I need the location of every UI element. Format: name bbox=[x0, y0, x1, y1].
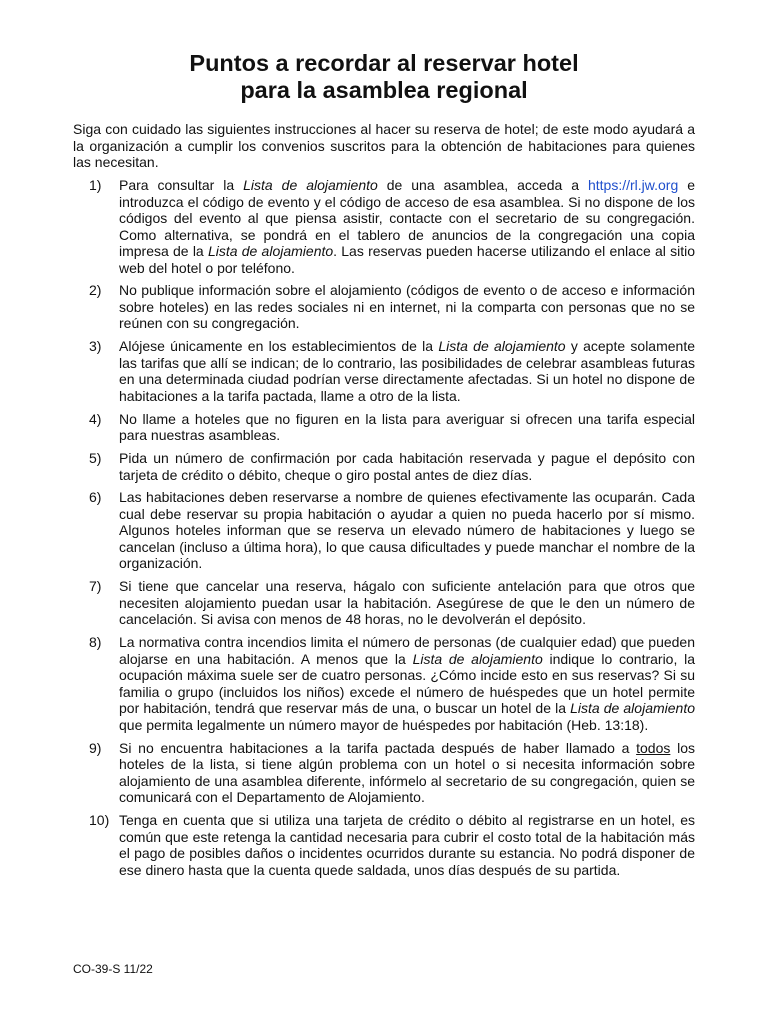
list-item-number: 10) bbox=[89, 812, 110, 829]
emphasis-text: Lista de alojamiento bbox=[412, 650, 543, 667]
list-item-text bbox=[119, 740, 695, 806]
list-item bbox=[73, 450, 695, 483]
list-item-text bbox=[119, 489, 695, 571]
list-item-number: 2) bbox=[89, 282, 102, 299]
text-segment: e introduzca el código de evento y el código de acceso de esa asamblea. Si no dispone de los códigos del evento al que piensa asistir, contacte con el secretario de su congregación. Como alternativa, se pondrá en el tablero de anuncios de la congregación una copia impresa de la bbox=[119, 177, 695, 259]
text-segment: Alójese únicamente en los establecimientos de la bbox=[119, 338, 439, 355]
intro-paragraph: Siga con cuidado las siguientes instrucciones al hacer su reserva de hotel; de este modo ayudará a la organización a cumplir los convenios suscritos para la obtención de habitaciones para quienes las necesitan. bbox=[73, 121, 695, 170]
title-line-1: Puntos a recordar al reservar hotel bbox=[189, 50, 579, 76]
text-segment: No llame a hoteles que no figuren en la lista para averiguar si ofrecen una tarifa especial para nuestras asambleas. bbox=[119, 410, 695, 444]
text-segment: Si tiene que cancelar una reserva, hágalo con suficiente antelación para que otros que necesiten alojamiento puedan usar la habitación. Asegúrese de que le den un número de cancelación. Si avisa con menos de 48 horas, no le devolverán el depósito. bbox=[119, 578, 695, 628]
list-item-number: 7) bbox=[89, 578, 102, 595]
text-segment: Las habitaciones deben reservarse a nombre de quienes efectivamente las ocuparán. Cada cual debe reservar su propia habitación o ayudar a quien no pueda hacerlo por sí mismo. Algunos hoteles informan que se reserva un elevado número de habitaciones y luego se cancelan (incluso a última hora), lo que causa dificultades y puede manchar el nombre de la organización. bbox=[119, 489, 695, 572]
title-line-2: para la asamblea regional bbox=[240, 77, 528, 103]
list-item-text bbox=[119, 634, 695, 733]
text-segment: los hoteles de la lista, si tiene algún problema con un hotel o si necesita información sobre alojamiento de una asamblea diferente, infórmelo al secretario de su congregación, quien se comunicará con el Departamento de Alojamiento. bbox=[119, 739, 695, 806]
list-item-number: 8) bbox=[89, 634, 102, 651]
list-item bbox=[73, 177, 695, 276]
emphasis-text: Lista de alojamiento bbox=[570, 700, 695, 717]
list-item-text bbox=[119, 177, 695, 276]
list-item-text bbox=[119, 812, 695, 878]
list-item bbox=[73, 282, 695, 332]
underlined-text: todos bbox=[636, 739, 671, 756]
text-segment: Pida un número de confirmación por cada habitación reservada y pague el depósito con tarjeta de crédito o débito, cheque o giro postal antes de diez días. bbox=[119, 450, 695, 483]
text-segment: y acepte solamente las tarifas que allí se indican; de lo contrario, las posibilidades de celebrar asambleas futuras en una determinada ciudad podrían verse directamente afectadas. Si un hotel no dispone de habitaciones a la tarifa pactada, llame a otro de la lista. bbox=[119, 338, 695, 404]
emphasis-text: Lista de alojamiento bbox=[243, 177, 378, 193]
list-item-text bbox=[119, 338, 695, 404]
list-item-text bbox=[119, 411, 695, 444]
website-link[interactable]: https://rl.jw.org bbox=[587, 177, 679, 193]
page-title bbox=[0, 50, 768, 104]
list-item-number: 5) bbox=[89, 450, 102, 467]
form-code-footer: CO-39-S 11/22 bbox=[73, 962, 153, 976]
text-segment: No publique información sobre el alojamiento (códigos de evento o de acceso e información sobre hoteles) en las redes sociales ni en internet, ni la comparta con personas que no se reúnen con su congregación. bbox=[119, 282, 695, 332]
list-item-number: 6) bbox=[89, 489, 102, 506]
text-segment: Si no encuentra habitaciones a la tarifa pactada después de haber llamado a bbox=[119, 739, 637, 756]
text-segment: que permita legalmente un número mayor de huéspedes por habitación (Heb. 13:18). bbox=[119, 716, 649, 733]
text-segment: . Las reservas pueden hacerse utilizando el enlace al sitio web del hotel o por teléfono. bbox=[119, 243, 695, 276]
text-segment: de una asamblea, acceda a bbox=[377, 177, 588, 193]
emphasis-text: Lista de alojamiento bbox=[207, 243, 334, 259]
list-item bbox=[73, 634, 695, 733]
list-item bbox=[73, 740, 695, 806]
list-item-text bbox=[119, 282, 695, 331]
text-segment: Tenga en cuenta que si utiliza una tarjeta de crédito o débito al registrarse en un hotel, es común que este retenga la cantidad necesaria para cubrir el costo total de la habitación más el pago de posibles daños o incidentes ocurridos durante su estancia. No podrá disponer de ese dinero hasta que la cuenta quede saldada, unos días después de su partida. bbox=[119, 812, 695, 878]
list-item-number: 1) bbox=[89, 177, 102, 193]
text-segment: indique lo contrario, la ocupación máxima suele ser de cuatro personas. ¿Cómo incide esto en sus reservas? Si su familia o grupo (incluidos los niños) excede el número de huéspedes que un hotel permite por habitación, tendrá que reservar más de una, o buscar un hotel de la bbox=[119, 650, 695, 717]
list-item bbox=[73, 411, 695, 444]
list-item-text bbox=[119, 450, 695, 483]
list-item-text bbox=[119, 578, 695, 627]
list-item bbox=[73, 489, 695, 572]
list-item bbox=[73, 812, 695, 878]
text-segment: Para consultar la bbox=[119, 177, 244, 193]
list-item bbox=[73, 578, 695, 628]
list-item bbox=[73, 338, 695, 404]
list-item-number: 4) bbox=[89, 410, 102, 427]
instructions-list bbox=[73, 177, 695, 884]
text-segment: La normativa contra incendios limita el número de personas (de cualquier edad) que pueden alojarse en una habitación. A menos que la bbox=[119, 634, 695, 667]
emphasis-text: Lista de alojamiento bbox=[438, 338, 566, 355]
list-item-number: 9) bbox=[89, 739, 102, 756]
list-item-number: 3) bbox=[89, 338, 102, 355]
